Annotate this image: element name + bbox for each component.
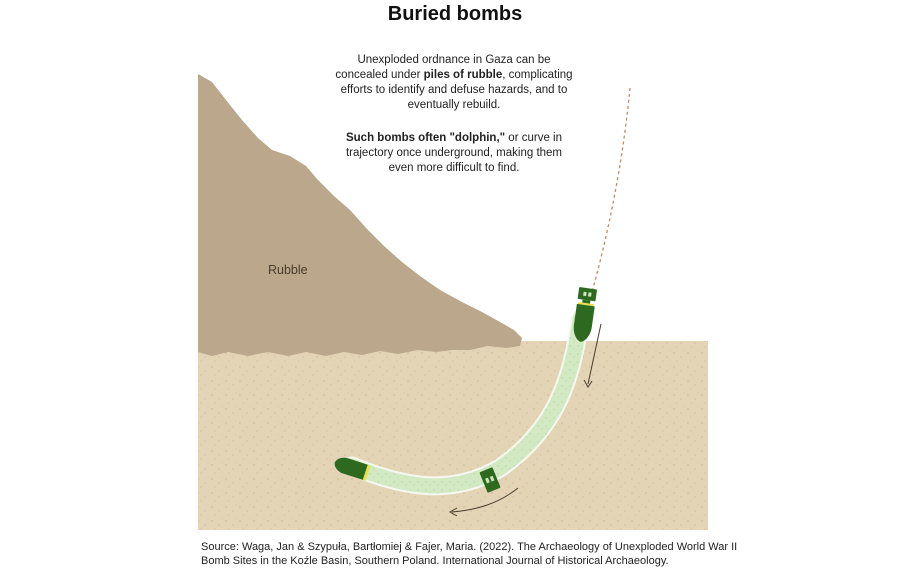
- source-note: Source: Waga, Jan & Szypuła, Bartłomiej & Fajer, Maria. (2022). The Archaeology of Unexploded World War II Bomb Sites in the Koźle Basin, Southern Poland. International Journal of Historical Archaeology.: [201, 541, 738, 567]
- rubble-label: Rubble: [268, 263, 308, 277]
- page-title: Buried bombs: [387, 3, 523, 25]
- intro-text-start: Unexploded ordnance in Gaza can be concealed under: [335, 54, 551, 81]
- intro-text-bold: piles of rubble: [423, 69, 503, 81]
- air-trajectory: [592, 88, 630, 292]
- rubble-pile: [198, 74, 522, 356]
- dolphin-text-end: or curve in trajectory once underground, making them even more difficult to find.: [345, 132, 563, 174]
- ground-texture: [198, 341, 708, 530]
- intro-text-end: , complicating efforts to identify and defuse hazards, and to eventually rebuild.: [340, 69, 573, 111]
- dolphin-text-bold: Such bombs often "dolphin,": [345, 132, 506, 144]
- bomb-icon: [572, 287, 597, 343]
